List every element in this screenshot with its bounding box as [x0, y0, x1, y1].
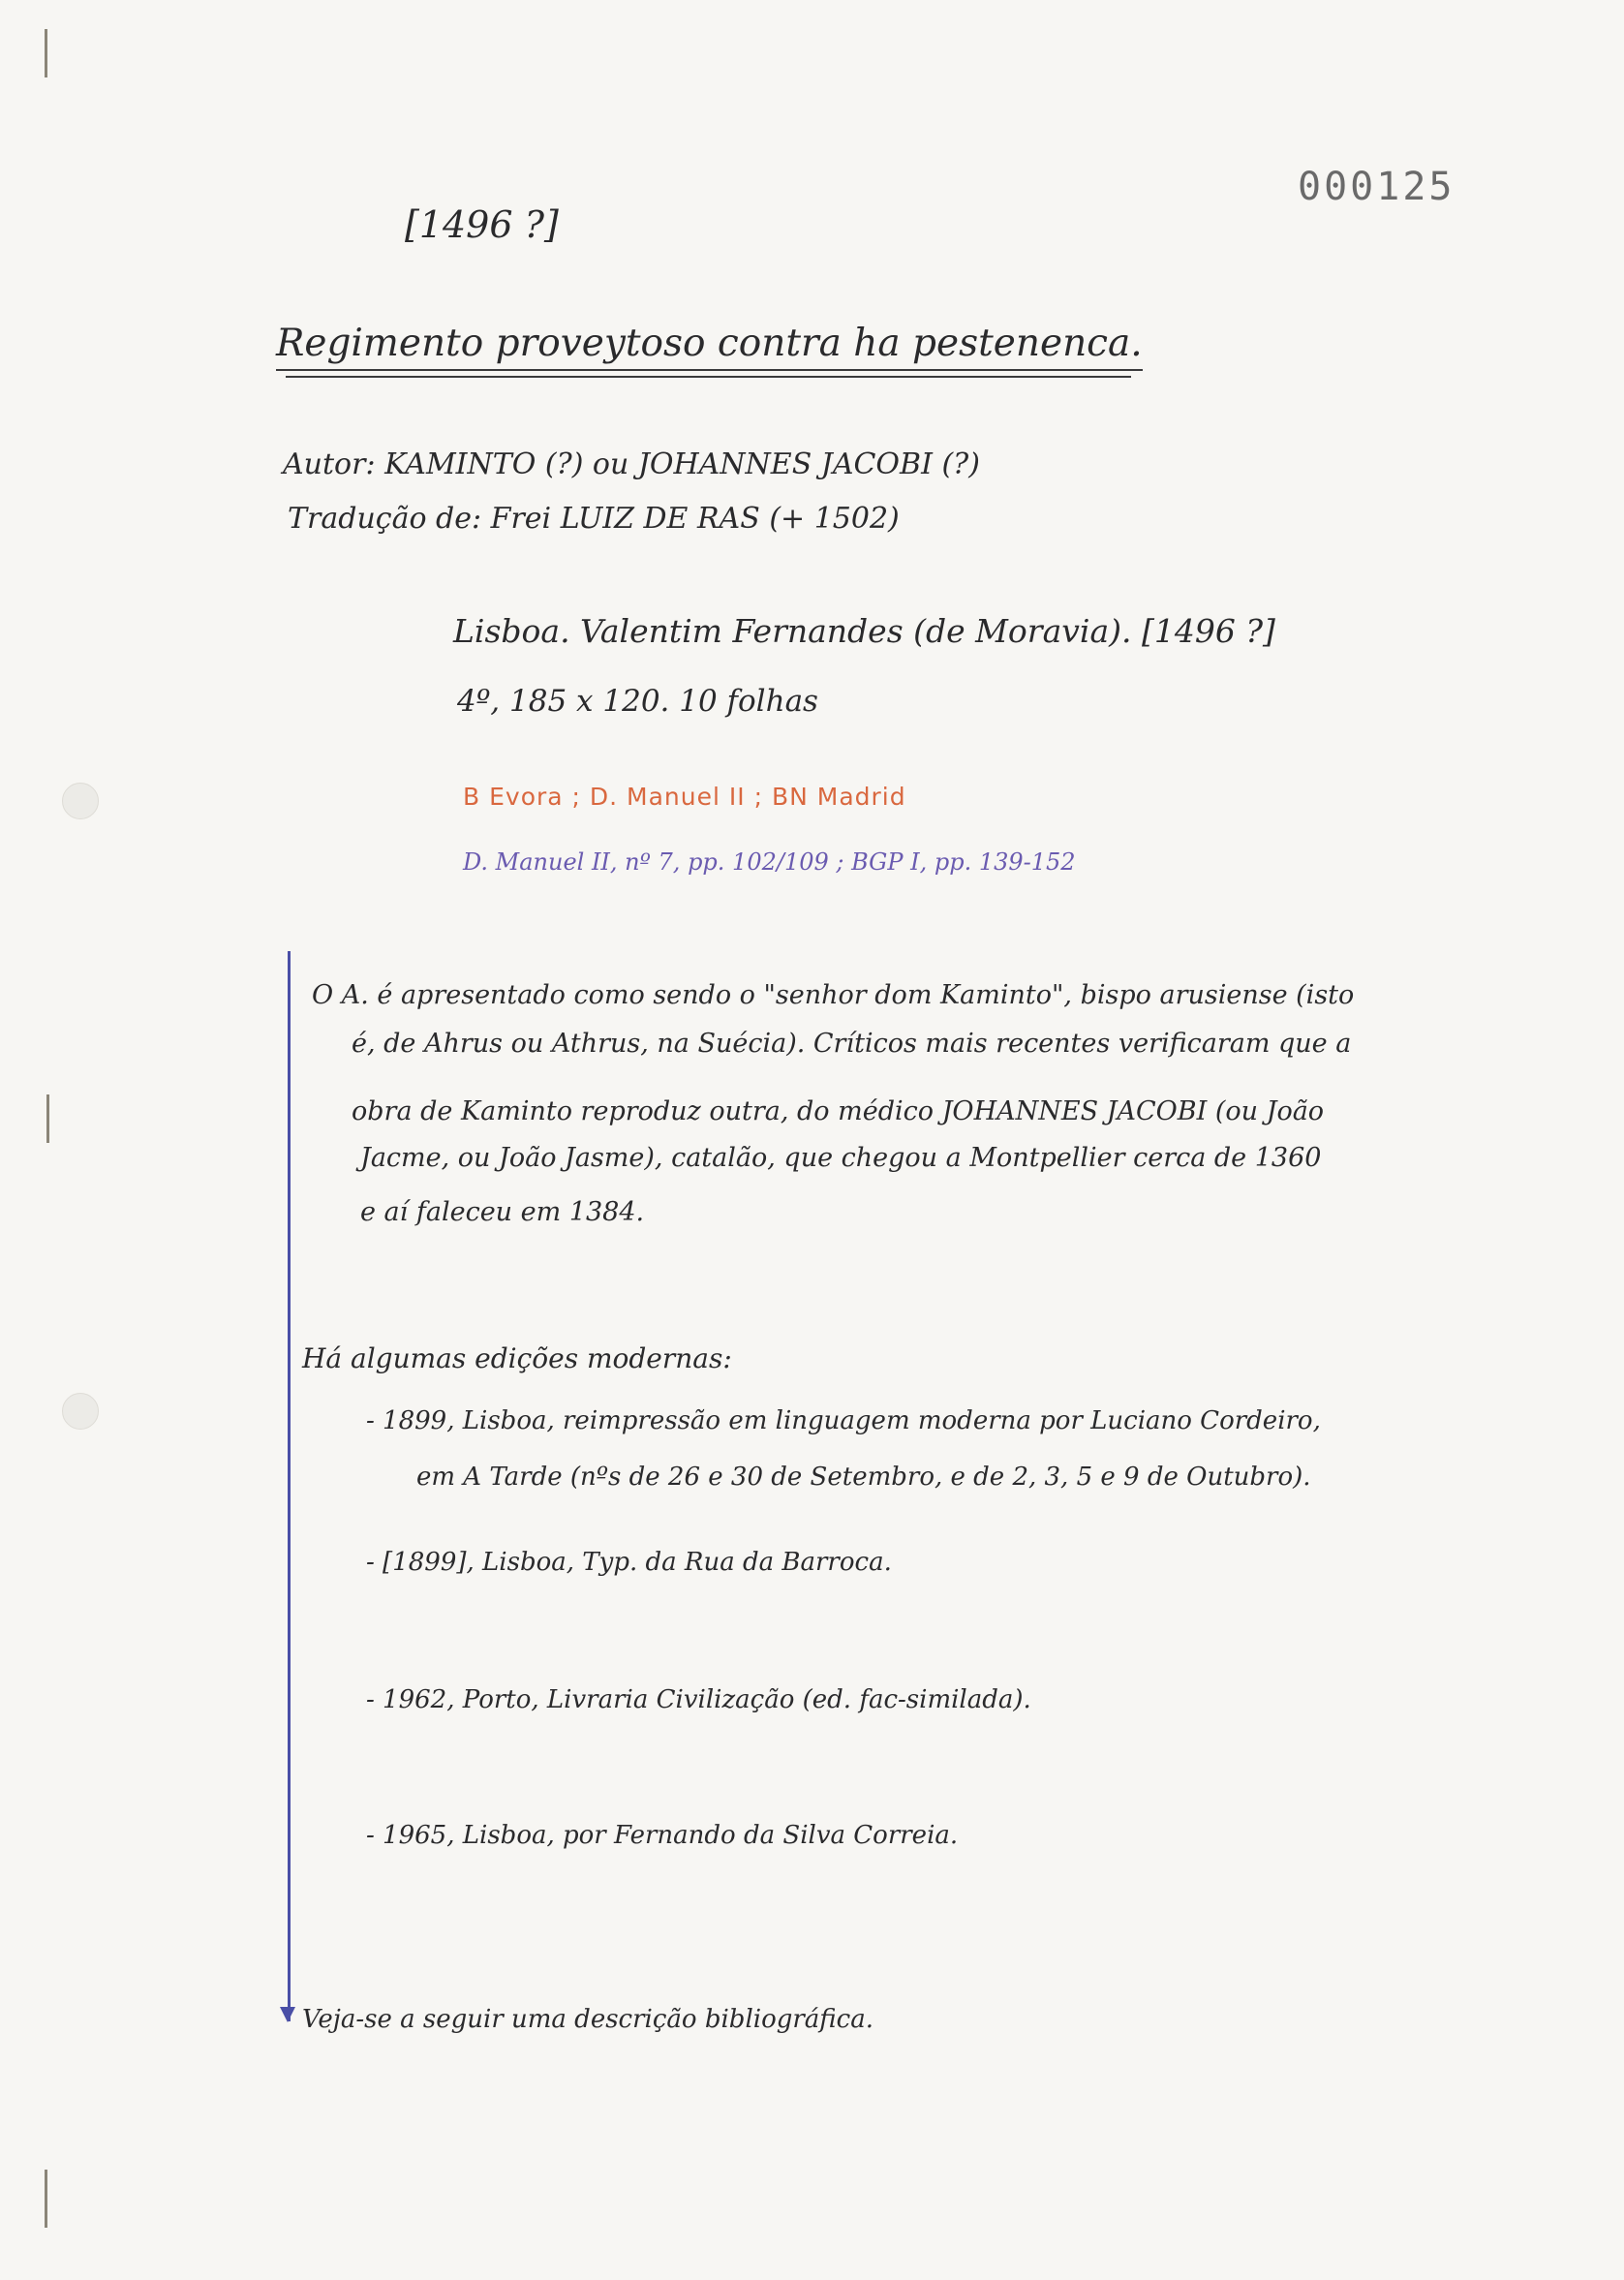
date-bracket: [1496 ?]	[405, 203, 559, 246]
libraries-line: B Evora ; D. Manuel II ; BN Madrid	[463, 783, 906, 811]
edition-item: - 1899, Lisboa, reimpressão em linguagem moderna por Luciano Cordeiro,	[366, 1406, 1321, 1435]
punch-hole	[62, 783, 99, 819]
paragraph-line: Jacme, ou João Jasme), catalão, que chegou a Montpellier cerca de 1360	[360, 1143, 1322, 1173]
edition-item: - 1965, Lisboa, por Fernando da Silva Correia.	[366, 1821, 959, 1850]
edition-item: em A Tarde (nºs de 26 e 30 de Setembro, e de 2, 3, 5 e 9 de Outubro).	[416, 1463, 1311, 1492]
paragraph-line: O A. é apresentado como sendo o "senhor dom Kaminto", bispo arusiense (isto	[312, 980, 1355, 1010]
paragraph-line: é, de Ahrus ou Athrus, na Suécia). Críticos mais recentes verificaram que a	[352, 1029, 1352, 1059]
margin-arrow-icon	[280, 2007, 295, 2022]
paragraph-line: obra de Kaminto reproduz outra, do médico JOHANNES JACOBI (ou João	[352, 1096, 1325, 1126]
binding-mark	[46, 1094, 49, 1143]
binding-mark	[45, 2170, 47, 2228]
page-number-stamp: 000125	[1298, 165, 1455, 209]
imprint-line: Lisboa. Valentim Fernandes (de Moravia). [1496 ?]	[453, 612, 1275, 650]
format-line: 4º, 185 x 120. 10 folhas	[457, 684, 818, 719]
paragraph-line: e aí faleceu em 1384.	[360, 1197, 645, 1227]
references-line: D. Manuel II, nº 7, pp. 102/109 ; BGP I, pp. 139-152	[463, 848, 1076, 876]
translation-line: Tradução de: Frei LUIZ DE RAS (+ 1502)	[288, 502, 900, 536]
editions-heading: Há algumas edições modernas:	[302, 1342, 732, 1374]
closing-note: Veja-se a seguir uma descrição bibliográfica.	[302, 2005, 873, 2034]
edition-item: - 1962, Porto, Livraria Civilização (ed. fac-similada).	[366, 1685, 1031, 1714]
punch-hole	[62, 1393, 99, 1430]
document-title: Regimento proveytoso contra ha pestenenca.	[276, 322, 1143, 371]
author-line: Autor: KAMINTO (?) ou JOHANNES JACOBI (?)	[283, 447, 980, 481]
binding-mark	[45, 29, 47, 77]
margin-line	[288, 951, 291, 2021]
edition-item: - [1899], Lisboa, Typ. da Rua da Barroca.	[366, 1548, 892, 1577]
